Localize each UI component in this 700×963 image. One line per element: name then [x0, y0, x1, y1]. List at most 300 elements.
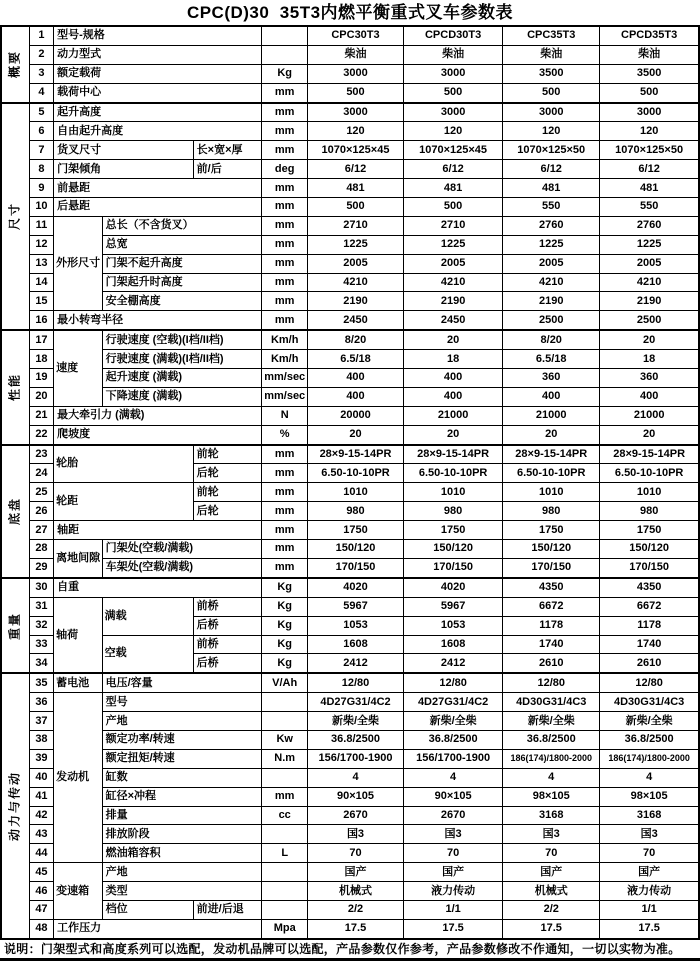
param-name: 门架不起升高度: [102, 254, 262, 273]
value-cell: 2760: [600, 216, 699, 235]
value-cell: CPCD30T3: [404, 26, 503, 45]
value-cell: 980: [503, 502, 600, 521]
section-label: 底盘: [7, 497, 22, 526]
unit-cell: Kg: [262, 597, 308, 616]
value-cell: 400: [307, 369, 403, 388]
value-cell: 500: [503, 83, 600, 102]
spec-table: [0, 25, 700, 940]
unit-cell: Km/h: [262, 350, 308, 369]
unit-cell: deg: [262, 160, 308, 179]
value-cell: 156/1700-1900: [404, 749, 503, 768]
value-cell: 400: [600, 387, 699, 406]
param-group: 轮胎: [54, 445, 194, 483]
value-cell: 70: [600, 844, 699, 863]
row-number: 21: [29, 406, 53, 425]
value-cell: 新柴/全柴: [600, 712, 699, 731]
param-group: 速度: [54, 330, 103, 406]
value-cell: 186(174)/1800-2000: [503, 749, 600, 768]
param-name: 类型: [102, 882, 262, 901]
table-row: [1, 45, 699, 64]
value-cell: 17.5: [600, 919, 699, 938]
value-cell: 980: [600, 502, 699, 521]
row-number: 22: [29, 425, 53, 444]
value-cell: 4: [503, 768, 600, 787]
table-row: [1, 825, 699, 844]
value-cell: 28×9-15-14PR: [600, 445, 699, 464]
value-cell: 8/20: [503, 330, 600, 349]
table-row: [1, 292, 699, 311]
value-cell: 28×9-15-14PR: [404, 445, 503, 464]
value-cell: 980: [307, 502, 403, 521]
value-cell: 4210: [503, 273, 600, 292]
value-cell: 3000: [307, 64, 403, 83]
value-cell: 170/150: [600, 558, 699, 577]
unit-cell: mm: [262, 787, 308, 806]
value-cell: 1010: [600, 483, 699, 502]
table-row: [1, 425, 699, 444]
value-cell: 1750: [404, 521, 503, 540]
value-cell: 500: [404, 83, 503, 102]
value-cell: 6672: [600, 597, 699, 616]
param-name: 下降速度 (满载): [102, 387, 262, 406]
table-row: [1, 844, 699, 863]
value-cell: 1750: [600, 521, 699, 540]
value-cell: 2450: [307, 311, 403, 330]
unit-cell: mm: [262, 103, 308, 122]
value-cell: 2412: [404, 654, 503, 673]
row-number: 24: [29, 464, 53, 483]
value-cell: 国3: [307, 825, 403, 844]
unit-cell: [262, 768, 308, 787]
section-cell: [1, 26, 29, 103]
table-row: [1, 198, 699, 217]
row-number: 11: [29, 216, 53, 235]
row-number: 1: [29, 26, 53, 45]
value-cell: 3000: [503, 103, 600, 122]
row-number: 39: [29, 749, 53, 768]
table-row: [1, 103, 699, 122]
unit-cell: mm: [262, 521, 308, 540]
row-number: 32: [29, 616, 53, 635]
value-cell: 1/1: [600, 900, 699, 919]
value-cell: 400: [404, 387, 503, 406]
row-number: 9: [29, 179, 53, 198]
value-cell: 6/12: [307, 160, 403, 179]
param-name: 行驶速度 (空载)(I档/II档): [102, 330, 262, 349]
value-cell: 170/150: [404, 558, 503, 577]
param-name: 总宽: [102, 235, 262, 254]
param-name: 门架处(空载/满载): [102, 540, 262, 559]
value-cell: 1225: [503, 235, 600, 254]
row-number: 34: [29, 654, 53, 673]
table-row: [1, 730, 699, 749]
table-row: [1, 882, 699, 901]
value-cell: 6.50-10-10PR: [503, 464, 600, 483]
row-number: 20: [29, 387, 53, 406]
value-cell: 4D27G31/4C2: [307, 693, 403, 712]
param-name: 燃油箱容积: [102, 844, 262, 863]
table-row: [1, 273, 699, 292]
unit-cell: %: [262, 425, 308, 444]
row-number: 40: [29, 768, 53, 787]
table-row: [1, 406, 699, 425]
table-row: [1, 445, 699, 464]
table-row: [1, 330, 699, 349]
param-name: 门架倾角: [54, 160, 194, 179]
param-name: 缸径×冲程: [102, 787, 262, 806]
value-cell: 液力传动: [600, 882, 699, 901]
value-cell: 1010: [307, 483, 403, 502]
table-row: [1, 179, 699, 198]
value-cell: 36.8/2500: [503, 730, 600, 749]
unit-cell: mm/sec: [262, 387, 308, 406]
value-cell: 20000: [307, 406, 403, 425]
value-cell: 1053: [307, 616, 403, 635]
value-cell: 6.50-10-10PR: [404, 464, 503, 483]
section-cell: [1, 578, 29, 673]
section-cell: [1, 103, 29, 331]
table-row: [1, 712, 699, 731]
value-cell: 6/12: [600, 160, 699, 179]
row-number: 5: [29, 103, 53, 122]
value-cell: 98×105: [600, 787, 699, 806]
unit-cell: mm: [262, 273, 308, 292]
value-cell: 4350: [503, 578, 600, 597]
param-name: 缸数: [102, 768, 262, 787]
value-cell: 3000: [600, 103, 699, 122]
value-cell: 2/2: [503, 900, 600, 919]
row-number: 12: [29, 235, 53, 254]
row-number: 17: [29, 330, 53, 349]
table-row: [1, 141, 699, 160]
unit-cell: mm: [262, 179, 308, 198]
value-cell: 3500: [600, 64, 699, 83]
row-number: 45: [29, 863, 53, 882]
value-cell: 1053: [404, 616, 503, 635]
param-sub: 前桥: [193, 597, 262, 616]
section-cell: [1, 330, 29, 444]
value-cell: 新柴/全柴: [307, 712, 403, 731]
value-cell: 国产: [404, 863, 503, 882]
value-cell: 400: [307, 387, 403, 406]
value-cell: 2190: [307, 292, 403, 311]
table-row: [1, 558, 699, 577]
value-cell: 18: [404, 350, 503, 369]
param-name: 起升速度 (满载): [102, 369, 262, 388]
table-row: [1, 64, 699, 83]
value-cell: 20: [600, 330, 699, 349]
value-cell: 国产: [600, 863, 699, 882]
value-cell: 8/20: [307, 330, 403, 349]
row-number: 46: [29, 882, 53, 901]
value-cell: 1178: [503, 616, 600, 635]
value-cell: 400: [404, 369, 503, 388]
value-cell: 2760: [503, 216, 600, 235]
value-cell: 6/12: [503, 160, 600, 179]
value-cell: 1070×125×50: [503, 141, 600, 160]
table-row: [1, 919, 699, 938]
table-row: [1, 350, 699, 369]
unit-cell: mm: [262, 292, 308, 311]
row-number: 27: [29, 521, 53, 540]
table-row: [1, 122, 699, 141]
param-name: 起升高度: [54, 103, 262, 122]
row-number: 38: [29, 730, 53, 749]
unit-cell: N.m: [262, 749, 308, 768]
row-number: 23: [29, 445, 53, 464]
unit-cell: Kg: [262, 578, 308, 597]
value-cell: 120: [503, 122, 600, 141]
value-cell: 4350: [600, 578, 699, 597]
unit-cell: [262, 45, 308, 64]
value-cell: 90×105: [404, 787, 503, 806]
value-cell: 2190: [503, 292, 600, 311]
page-title: CPC(D)30 35T3内燃平衡重式叉车参数表: [186, 3, 514, 22]
value-cell: 28×9-15-14PR: [307, 445, 403, 464]
value-cell: 4: [307, 768, 403, 787]
param-sub: 后轮: [193, 464, 262, 483]
value-cell: 1070×125×45: [307, 141, 403, 160]
value-cell: 2500: [503, 311, 600, 330]
value-cell: 机械式: [307, 882, 403, 901]
value-cell: 4D30G31/4C3: [600, 693, 699, 712]
value-cell: 21000: [404, 406, 503, 425]
value-cell: 1070×125×50: [600, 141, 699, 160]
value-cell: 2450: [404, 311, 503, 330]
unit-cell: [262, 26, 308, 45]
unit-cell: Kw: [262, 730, 308, 749]
value-cell: 4210: [307, 273, 403, 292]
param-name: 行驶速度 (满载)(I档/II档): [102, 350, 262, 369]
row-number: 35: [29, 673, 53, 692]
table-row: [1, 83, 699, 102]
unit-cell: [262, 882, 308, 901]
section-cell: [1, 445, 29, 578]
row-number: 43: [29, 825, 53, 844]
table-row: [1, 768, 699, 787]
value-cell: 3000: [307, 103, 403, 122]
value-cell: 柴油: [600, 45, 699, 64]
param-group: 离地间隙: [54, 540, 103, 578]
row-number: 31: [29, 597, 53, 616]
value-cell: 481: [404, 179, 503, 198]
param-name: 车架处(空载/满载): [102, 558, 262, 577]
row-number: 37: [29, 712, 53, 731]
value-cell: 4: [600, 768, 699, 787]
value-cell: 2005: [503, 254, 600, 273]
table-row: [1, 254, 699, 273]
value-cell: 400: [503, 387, 600, 406]
unit-cell: mm: [262, 254, 308, 273]
value-cell: 17.5: [307, 919, 403, 938]
param-sub: 长×宽×厚: [193, 141, 262, 160]
value-cell: 机械式: [503, 882, 600, 901]
row-number: 48: [29, 919, 53, 938]
row-number: 3: [29, 64, 53, 83]
value-cell: 481: [503, 179, 600, 198]
param-sub: 后桥: [193, 654, 262, 673]
table-row: [1, 369, 699, 388]
value-cell: 2190: [600, 292, 699, 311]
value-cell: 70: [307, 844, 403, 863]
table-row: [1, 806, 699, 825]
value-cell: 2500: [600, 311, 699, 330]
row-number: 25: [29, 483, 53, 502]
value-cell: 186(174)/1800-2000: [600, 749, 699, 768]
table-row: [1, 693, 699, 712]
value-cell: 12/80: [404, 673, 503, 692]
value-cell: 36.8/2500: [600, 730, 699, 749]
param-name: 产地: [102, 712, 262, 731]
value-cell: 新柴/全柴: [503, 712, 600, 731]
row-number: 18: [29, 350, 53, 369]
table-row: [1, 311, 699, 330]
value-cell: 481: [600, 179, 699, 198]
value-cell: 4D30G31/4C3: [503, 693, 600, 712]
value-cell: 国产: [503, 863, 600, 882]
param-sub: 前轮: [193, 445, 262, 464]
table-row: [1, 235, 699, 254]
row-number: 42: [29, 806, 53, 825]
param-group: 外形尺寸: [54, 216, 103, 310]
unit-cell: Mpa: [262, 919, 308, 938]
value-cell: 6/12: [404, 160, 503, 179]
value-cell: 1225: [600, 235, 699, 254]
value-cell: 980: [404, 502, 503, 521]
unit-cell: mm: [262, 311, 308, 330]
unit-cell: V/Ah: [262, 673, 308, 692]
value-cell: 1010: [404, 483, 503, 502]
param-group: 蓄电池: [54, 673, 103, 692]
value-cell: 3000: [404, 64, 503, 83]
value-cell: 4210: [600, 273, 699, 292]
value-cell: 500: [404, 198, 503, 217]
row-number: 29: [29, 558, 53, 577]
unit-cell: L: [262, 844, 308, 863]
value-cell: 17.5: [404, 919, 503, 938]
section-label: 动力与传动: [7, 771, 22, 842]
value-cell: 1178: [600, 616, 699, 635]
value-cell: 12/80: [600, 673, 699, 692]
value-cell: CPCD35T3: [600, 26, 699, 45]
value-cell: 3500: [503, 64, 600, 83]
value-cell: 1740: [600, 635, 699, 654]
unit-cell: Km/h: [262, 330, 308, 349]
param-sub: 前/后: [193, 160, 262, 179]
value-cell: 2710: [307, 216, 403, 235]
value-cell: 70: [503, 844, 600, 863]
value-cell: 70: [404, 844, 503, 863]
unit-cell: Kg: [262, 654, 308, 673]
value-cell: 1/1: [404, 900, 503, 919]
value-cell: 3168: [503, 806, 600, 825]
value-cell: 2005: [600, 254, 699, 273]
unit-cell: [262, 863, 308, 882]
value-cell: 17.5: [503, 919, 600, 938]
value-cell: 1750: [503, 521, 600, 540]
param-group: 发动机: [54, 693, 103, 863]
unit-cell: mm: [262, 216, 308, 235]
section-cell: [1, 673, 29, 938]
param-name: 前悬距: [54, 179, 262, 198]
param-name: 排量: [102, 806, 262, 825]
row-number: 41: [29, 787, 53, 806]
table-row: [1, 749, 699, 768]
value-cell: CPC30T3: [307, 26, 403, 45]
value-cell: 500: [307, 83, 403, 102]
value-cell: 18: [600, 350, 699, 369]
value-cell: 150/120: [307, 540, 403, 559]
row-number: 10: [29, 198, 53, 217]
value-cell: 28×9-15-14PR: [503, 445, 600, 464]
row-number: 8: [29, 160, 53, 179]
value-cell: 12/80: [307, 673, 403, 692]
param-sub: 前轮: [193, 483, 262, 502]
value-cell: 国3: [600, 825, 699, 844]
param-group: 轴荷: [54, 597, 103, 673]
value-cell: 国3: [503, 825, 600, 844]
param-name: 轴距: [54, 521, 262, 540]
param-group: 满载: [102, 597, 193, 635]
value-cell: 500: [600, 83, 699, 102]
param-name: 产地: [102, 863, 262, 882]
param-name: 门架起升时高度: [102, 273, 262, 292]
section-label: 重量: [7, 611, 22, 640]
value-cell: 柴油: [307, 45, 403, 64]
unit-cell: N: [262, 406, 308, 425]
param-name: 载荷中心: [54, 83, 262, 102]
value-cell: 36.8/2500: [404, 730, 503, 749]
param-name: 动力型式: [54, 45, 262, 64]
value-cell: 156/1700-1900: [307, 749, 403, 768]
table-row: [1, 387, 699, 406]
value-cell: 1750: [307, 521, 403, 540]
unit-cell: mm: [262, 198, 308, 217]
param-name: 排放阶段: [102, 825, 262, 844]
row-number: 13: [29, 254, 53, 273]
value-cell: 2190: [404, 292, 503, 311]
row-number: 36: [29, 693, 53, 712]
param-name: 型号: [102, 693, 262, 712]
param-name: 自由起升高度: [54, 122, 262, 141]
unit-cell: mm: [262, 83, 308, 102]
value-cell: 2670: [404, 806, 503, 825]
value-cell: 20: [404, 330, 503, 349]
value-cell: 90×105: [307, 787, 403, 806]
value-cell: 20: [600, 425, 699, 444]
value-cell: 柴油: [404, 45, 503, 64]
row-number: 33: [29, 635, 53, 654]
param-sub: 后桥: [193, 616, 262, 635]
value-cell: 550: [600, 198, 699, 217]
table-row: [1, 635, 699, 654]
value-cell: 5967: [404, 597, 503, 616]
param-name: 电压/容量: [102, 673, 262, 692]
value-cell: 150/120: [600, 540, 699, 559]
param-name: 货叉尺寸: [54, 141, 194, 160]
section-label: 概要: [7, 50, 22, 79]
param-name: 型号-规格: [54, 26, 262, 45]
param-group: 轮距: [54, 483, 194, 521]
param-name: 安全棚高度: [102, 292, 262, 311]
value-cell: 国3: [404, 825, 503, 844]
value-cell: 150/120: [404, 540, 503, 559]
value-cell: 3168: [600, 806, 699, 825]
param-name: 总长（不含货叉）: [102, 216, 262, 235]
row-number: 30: [29, 578, 53, 597]
param-sub: 后轮: [193, 502, 262, 521]
value-cell: 481: [307, 179, 403, 198]
